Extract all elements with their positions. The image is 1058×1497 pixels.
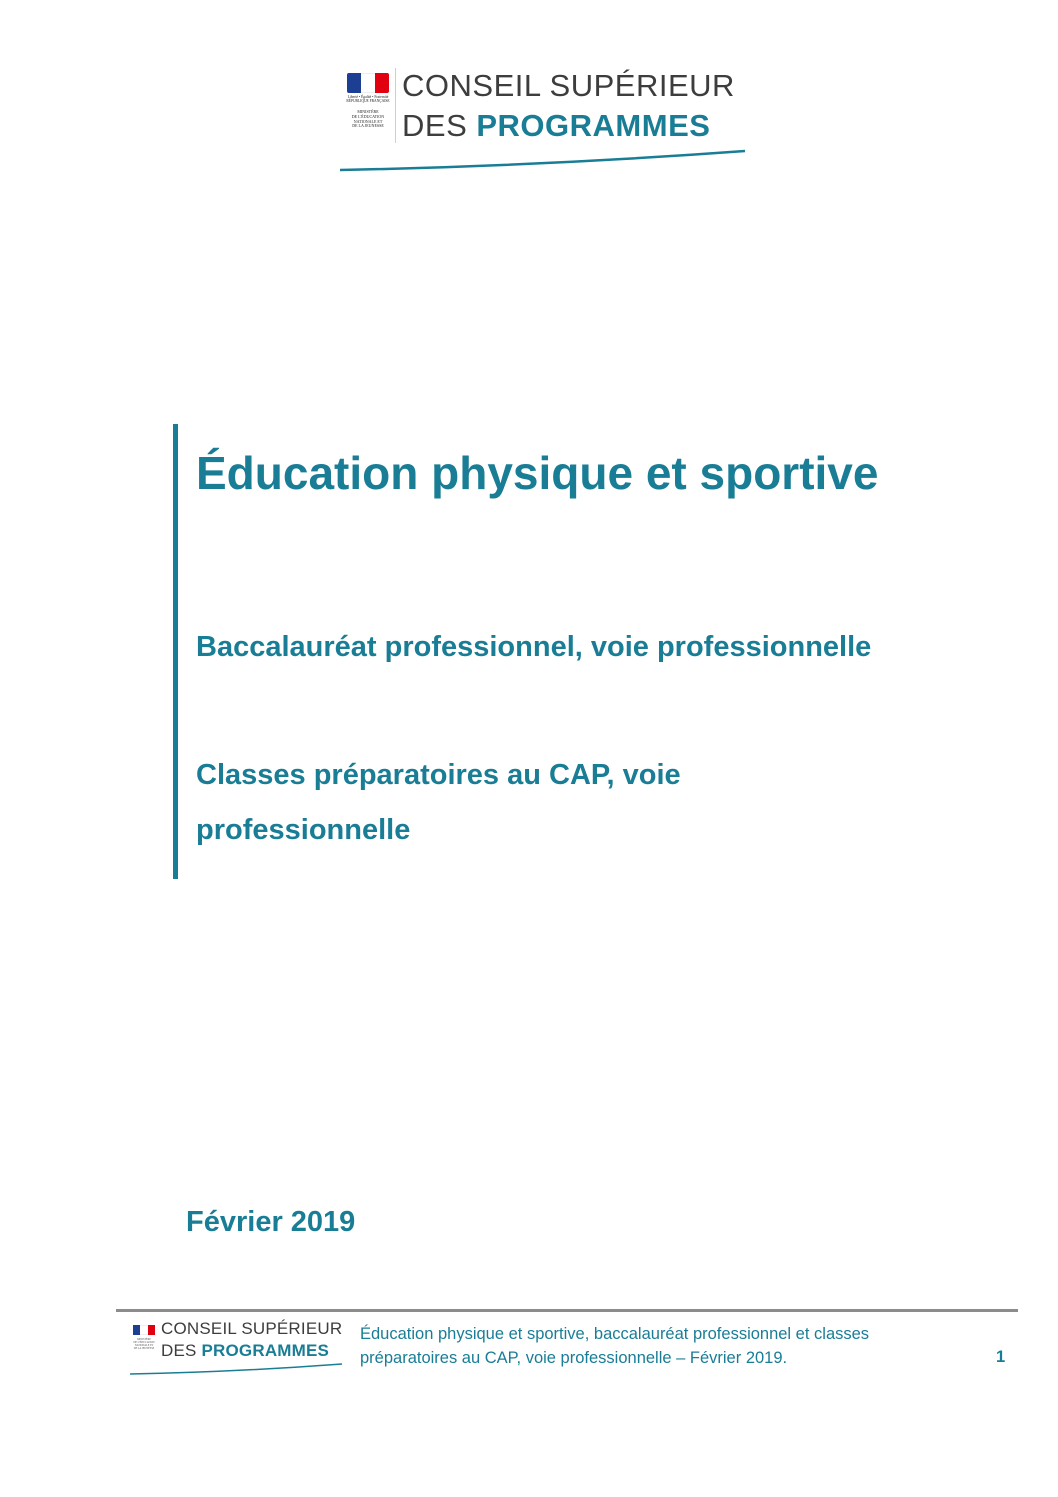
subtitle-bac-pro: Baccalauréat professionnel, voie professionnelle [196,631,872,663]
logo-swoosh-icon [340,148,750,173]
footer-divider [116,1309,1018,1312]
footer-logo [130,1318,345,1378]
page-number: 1 [996,1348,1006,1366]
title-accent-bar [173,424,178,879]
footer-logo-line2 [161,1341,329,1361]
footer-flag-icon [133,1325,155,1335]
logo-programmes-text: PROGRAMMES [476,108,711,143]
footer-programmes-text: PROGRAMMES [201,1341,330,1360]
subtitle-cap: Classes préparatoires au CAP, voie professionnelle [196,759,681,846]
republic-motto: Liberté • Égalité • Fraternité RÉPUBLIQUE FRANÇAISE [346,95,390,104]
document-title: Éducation physique et sportive [196,447,879,499]
footer-des-text: DES [161,1341,202,1360]
logo-title-line2 [402,108,710,144]
ministry-emblem [340,68,396,143]
header-logo [340,68,750,173]
french-flag-icon [347,73,389,93]
footer-ministry-name: MINISTÈRE DE L'ÉDUCATION NATIONALE ET DE LA JEUNESSE [133,1338,155,1350]
logo-des-text: DES [402,108,477,143]
publication-date: Février 2019 [186,1206,356,1238]
logo-title-line1: CONSEIL SUPÉRIEUR [402,68,735,103]
footer-swoosh-icon [130,1362,345,1376]
footer-logo-line1: CONSEIL SUPÉRIEUR [161,1319,343,1338]
footer-document-reference: Éducation physique et sportive, baccalauréat professionnel et classes préparatoires au CAP, voie professionnelle – Février 2019. [360,1325,870,1367]
ministry-name: MINISTÈRE DE L'ÉDUCATION NATIONALE ET DE LA JEUNESSE [351,109,385,129]
